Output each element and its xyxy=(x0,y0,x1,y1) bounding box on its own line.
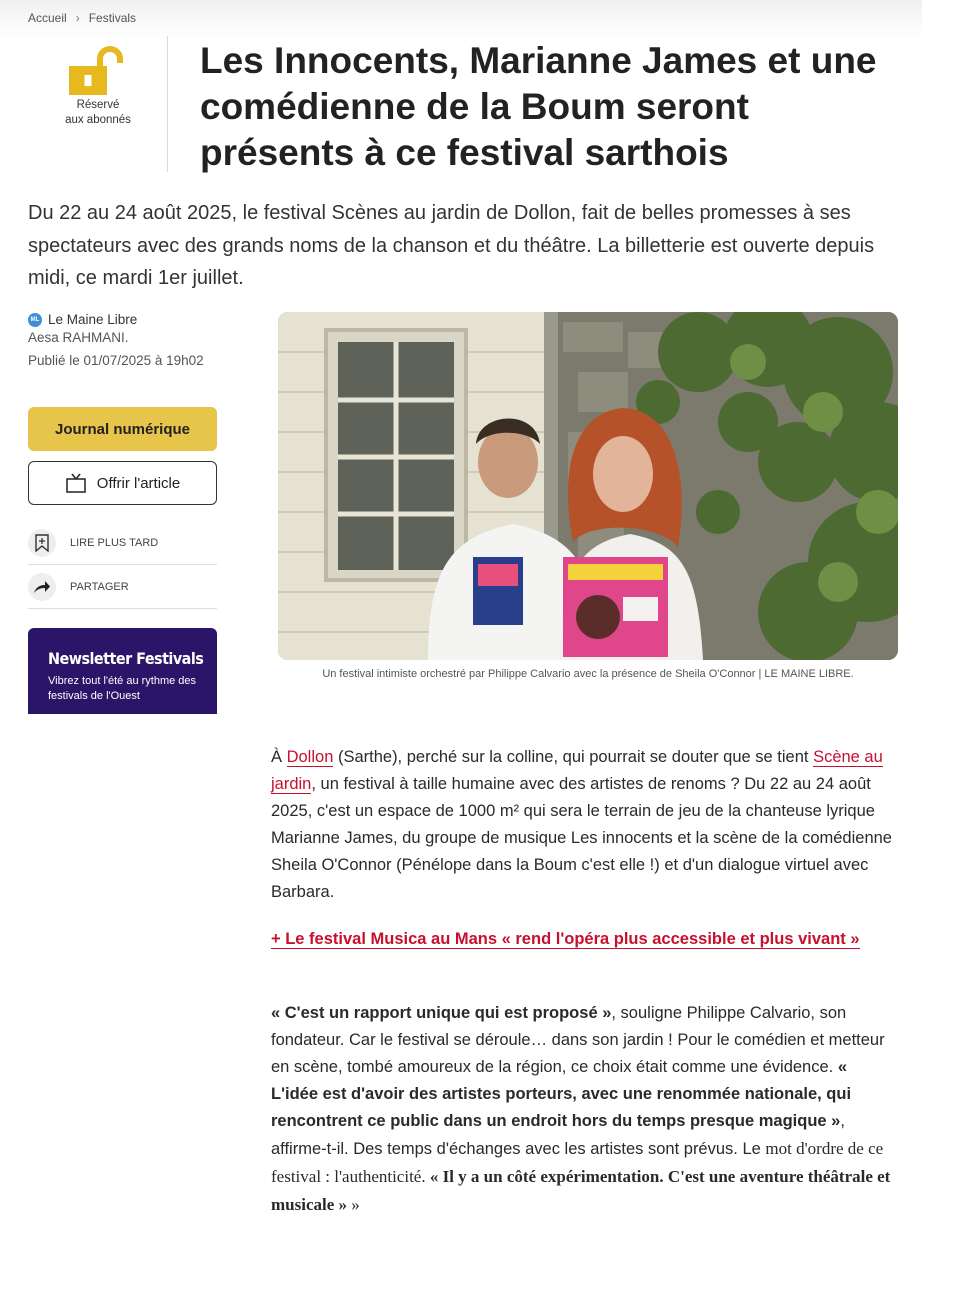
newsletter-title: Newsletter Festivals xyxy=(48,649,204,668)
related-article-link[interactable]: + Le festival Musica au Mans « rend l'opéra plus accessible et plus vivant » xyxy=(271,930,860,948)
premium-label-line1: Réservé xyxy=(76,99,120,111)
premium-badge xyxy=(55,44,141,128)
p1-suffix: , un festival à taille humaine avec des artistes de renoms ? Du 22 au 24 août 2025, c'est un espace de 1000 m² qui sera le terrain de jeu de la chanteuse lyrique Marianne James, du groupe de musique Les innocents et la scène de la comédienne Sheila O'Connor (Pénélope dans la Boum c'est elle !) et d'un dialogue virtuel avec Barbara. xyxy=(271,775,892,901)
article-author: Aesa RAHMANI. xyxy=(28,330,129,345)
p2-text-2: , affirme-t-il. Des temps d'échanges avec les artistes sont prévus. Le xyxy=(271,1112,845,1158)
article-paragraph-2 xyxy=(271,1000,896,1219)
p2-text-1: , souligne Philippe Calvario, son fondateur. Car le festival se déroule… dans son jardin ! Pour le comédien et metteur en scène, tombé amoureux de la région, ce choix était comme une évidence. xyxy=(271,1004,885,1076)
digital-journal-button[interactable]: Journal numérique xyxy=(28,407,217,451)
breadcrumb-home-link[interactable]: Accueil xyxy=(28,11,67,25)
le-maine-libre-logo-icon: ML xyxy=(28,313,42,327)
photo-caption: Un festival intimiste orchestré par Philippe Calvario avec la présence de Sheila O'Connor | LE MAINE LIBRE. xyxy=(322,668,854,680)
p2-end: » xyxy=(351,1195,360,1214)
breadcrumb xyxy=(28,11,136,25)
p1-prefix: À xyxy=(271,748,287,766)
quote-3: « Il y a un côté expérimentation. C'est une aventure théâtrale et musicale » xyxy=(271,1167,891,1214)
header-divider xyxy=(167,36,168,172)
read-later-label: LIRE PLUS TARD xyxy=(70,536,159,549)
share-label: PARTAGER xyxy=(70,580,129,593)
breadcrumb-separator-icon: › xyxy=(75,11,80,25)
scene-au-jardin-link[interactable]: Scène au jardin xyxy=(271,748,883,793)
read-later-button[interactable] xyxy=(28,521,217,565)
article-title: Les Innocents, Marianne James et une comédienne de la Boum seront présents à ce festival sarthois xyxy=(200,40,877,173)
article-meta xyxy=(28,312,204,368)
share-button[interactable] xyxy=(28,565,217,609)
article-lead: Du 22 au 24 août 2025, le festival Scènes au jardin de Dollon, fait de belles promesses à ses spectateurs avec des grands noms de la chanson et du théâtre. La billetterie est ouverte depuis midi, ce mardi 1er juillet. xyxy=(28,202,875,289)
dollon-link[interactable]: Dollon xyxy=(286,748,334,766)
bookmark-icon xyxy=(28,529,56,557)
article-paragraph-1 xyxy=(271,744,896,906)
offer-article-label: Offrir l'article xyxy=(96,474,181,492)
quote-2: « L'idée est d'avoir des artistes porteurs, avec une renommée nationale, qui rencontrent ce public dans un endroit hors du temps presque magique » xyxy=(271,1058,852,1130)
p2-text-3: mot d'ordre de ce festival : l'authenticité. xyxy=(271,1139,884,1186)
offer-article-button[interactable] xyxy=(28,461,217,505)
quote-1: « C'est un rapport unique qui est proposé » xyxy=(271,1004,612,1022)
publish-date: Publié le 01/07/2025 à 19h02 xyxy=(28,353,204,368)
open-lock-icon xyxy=(67,44,129,96)
related-article-link-block xyxy=(271,926,896,953)
newsletter-subtitle: Vibrez tout l'été au rythme des festivals de l'Ouest xyxy=(48,675,197,702)
article-source xyxy=(28,312,204,327)
source-name: Le Maine Libre xyxy=(48,312,138,327)
gift-icon xyxy=(65,472,87,494)
newsletter-festivals-banner[interactable] xyxy=(28,628,217,714)
p1-mid: (Sarthe), perché sur la colline, qui pourrait se douter que se tient xyxy=(333,748,814,766)
premium-label-line2: aux abonnés xyxy=(65,114,131,126)
breadcrumb-current-link[interactable]: Festivals xyxy=(88,11,137,25)
article-photo xyxy=(278,312,898,660)
share-arrow-icon xyxy=(28,573,56,601)
top-bar xyxy=(0,0,922,40)
